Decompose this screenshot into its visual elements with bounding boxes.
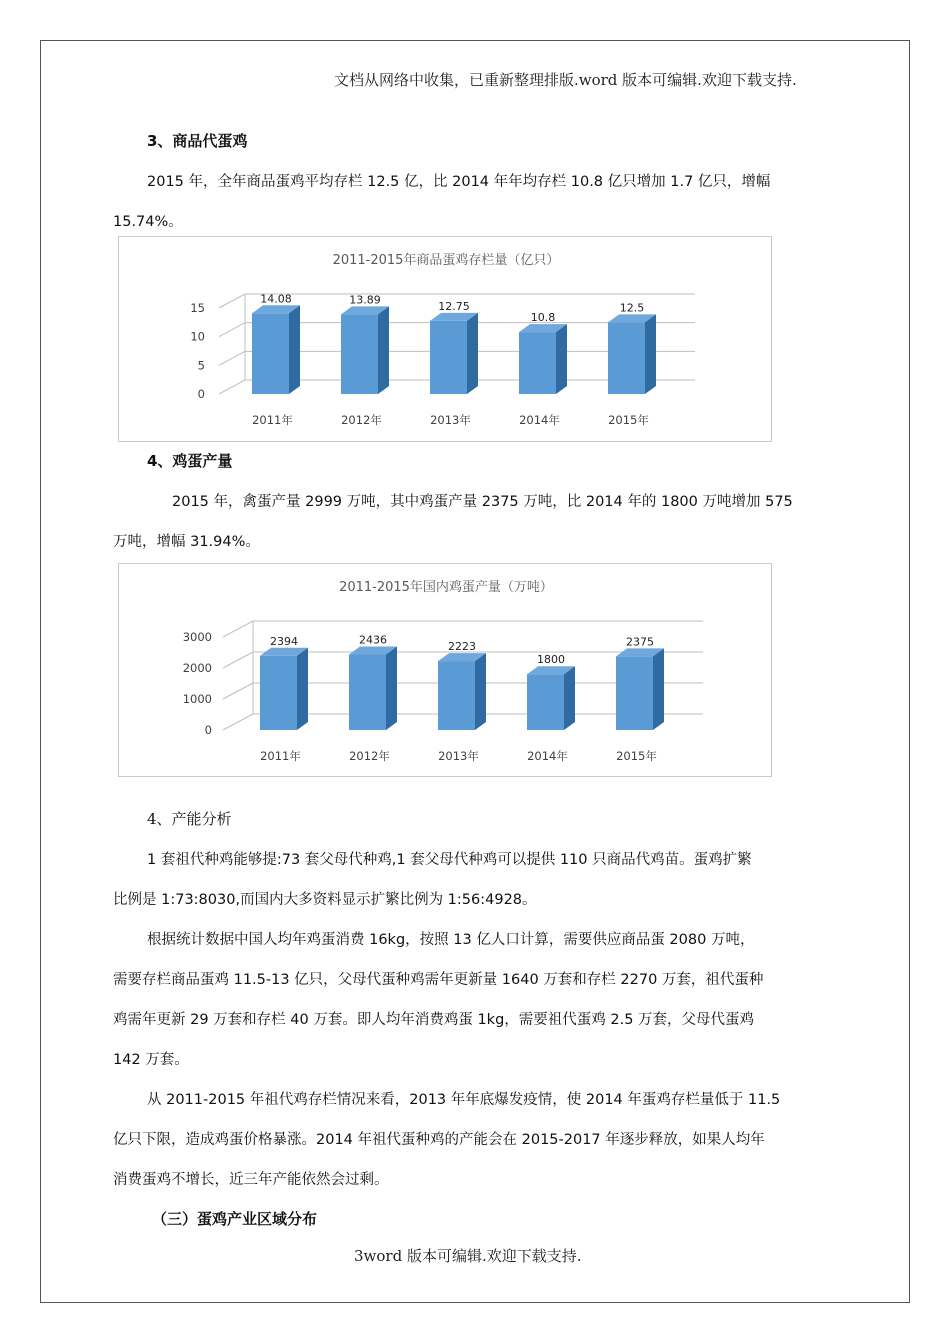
paragraph-line: 1 套祖代种鸡能够提:73 套父母代种鸡,1 套父母代种鸡可以提供 110 只商品代鸡苗。蛋鸡扩繁	[147, 852, 752, 868]
section-heading-regional: （三）蛋鸡产业区域分布	[152, 1210, 318, 1228]
bar-side	[556, 324, 567, 394]
y-tick-label: 0	[197, 387, 205, 401]
y-tick-label: 10	[190, 329, 205, 344]
x-tick-label: 2013年	[438, 749, 479, 763]
bar-side	[386, 646, 397, 730]
x-tick-label: 2015年	[608, 413, 649, 427]
gridline-slant	[219, 294, 245, 308]
bar-side	[378, 306, 389, 394]
paragraph-line: 鸡需年更新 29 万套和存栏 40 万套。即人均年消费鸡蛋 1kg，需要祖代蛋鸡 2.5 万套，父母代蛋鸡	[113, 1012, 755, 1028]
chart-title: 2011-2015年国内鸡蛋产量（万吨）	[339, 580, 553, 595]
bar	[349, 654, 386, 730]
chart-svg-stock	[119, 237, 773, 443]
y-tick-label: 2000	[182, 661, 212, 675]
paragraph-line: 需要存栏商品蛋鸡 11.5-13 亿只，父母代蛋种鸡需年更新量 1640 万套和存栏 2270 万套，祖代蛋种	[113, 972, 764, 988]
bar	[519, 332, 556, 394]
data-label: 2223	[448, 640, 476, 654]
gridline-slant	[223, 652, 253, 668]
data-label: 2375	[626, 635, 654, 649]
data-label: 12.75	[438, 299, 470, 313]
chart-title: 2011-2015年商品蛋鸡存栏量（亿只）	[332, 253, 560, 268]
y-tick-label: 15	[190, 301, 205, 315]
bar-side	[564, 666, 575, 730]
paragraph-line: 15.74%。	[113, 214, 183, 230]
paragraph-line: 消费蛋鸡不增长，近三年产能依然会过剩。	[113, 1172, 389, 1188]
data-label: 10.8	[530, 311, 556, 325]
gridline-slant	[223, 714, 253, 730]
bar-side	[289, 305, 300, 394]
y-tick-label: 0	[204, 723, 212, 737]
bar	[527, 674, 564, 730]
page-footer: 3word 版本可编辑.欢迎下载支持.	[354, 1247, 582, 1265]
bar-side	[297, 648, 308, 730]
section-heading-egg-output: 4、鸡蛋产量	[147, 452, 233, 470]
x-tick-label: 2012年	[341, 413, 382, 427]
bar	[341, 314, 378, 394]
chart-svg-production	[119, 564, 773, 778]
gridline-slant	[219, 351, 245, 365]
x-tick-label: 2013年	[430, 413, 471, 427]
bar	[616, 656, 653, 730]
x-tick-label: 2011年	[260, 749, 301, 763]
data-label: 14.08	[260, 292, 292, 306]
x-tick-label: 2015年	[616, 749, 657, 763]
paragraph-line: 万吨，增幅 31.94%。	[113, 534, 260, 550]
gridline-slant	[223, 683, 253, 699]
data-label: 12.5	[619, 301, 645, 315]
x-tick-label: 2014年	[527, 749, 568, 763]
bar	[260, 656, 297, 730]
data-label: 2394	[270, 634, 298, 648]
paragraph-line: 根据统计数据中国人均年鸡蛋消费 16kg，按照 13 亿人口计算，需要供应商品蛋 2080 万吨，	[147, 932, 755, 948]
gridline-slant	[219, 380, 245, 394]
bar-side	[645, 314, 656, 394]
paragraph-line: 比例是 1:73:8030,而国内大多资料显示扩繁比例为 1:56:4928。	[113, 892, 537, 908]
y-tick-label: 3000	[182, 630, 212, 644]
bar	[252, 313, 289, 394]
page-header: 文档从网络中收集，已重新整理排版.word 版本可编辑.欢迎下载支持.	[334, 71, 797, 89]
gridline-slant	[223, 621, 253, 637]
bar	[438, 661, 475, 730]
y-tick-label: 1000	[182, 692, 212, 706]
data-label: 2436	[359, 633, 387, 647]
x-tick-label: 2011年	[252, 413, 293, 427]
paragraph-line: 2015 年，禽蛋产量 2999 万吨，其中鸡蛋产量 2375 万吨，比 2014 年的 1800 万吨增加 575	[172, 494, 793, 510]
paragraph-line: 142 万套。	[113, 1052, 189, 1068]
y-tick-label: 5	[197, 358, 205, 373]
bar-side	[653, 648, 664, 730]
data-label: 13.89	[349, 293, 381, 307]
paragraph-line: 2015 年，全年商品蛋鸡平均存栏 12.5 亿，比 2014 年年均存栏 10.8 亿只增加 1.7 亿只，增幅	[147, 174, 771, 190]
data-label: 1800	[537, 653, 565, 667]
section-heading-capacity: 4、产能分析	[147, 810, 232, 828]
gridline-slant	[219, 323, 245, 337]
bar	[608, 322, 645, 394]
x-tick-label: 2012年	[349, 749, 390, 763]
bar-side	[467, 313, 478, 394]
chart-commercial-layer-stock	[118, 236, 772, 442]
section-heading-commercial-layers: 3、商品代蛋鸡	[147, 132, 248, 150]
paragraph-line: 亿只下限，造成鸡蛋价格暴涨。2014 年祖代蛋种鸡的产能会在 2015-2017 年逐步释放，如果人均年	[113, 1132, 765, 1148]
bar	[430, 321, 467, 394]
paragraph-line: 从 2011-2015 年祖代鸡存栏情况来看，2013 年年底爆发疫情，使 2014 年蛋鸡存栏量低于 11.5	[147, 1092, 781, 1108]
x-tick-label: 2014年	[519, 413, 560, 427]
bar-side	[475, 653, 486, 730]
chart-egg-production	[118, 563, 772, 777]
